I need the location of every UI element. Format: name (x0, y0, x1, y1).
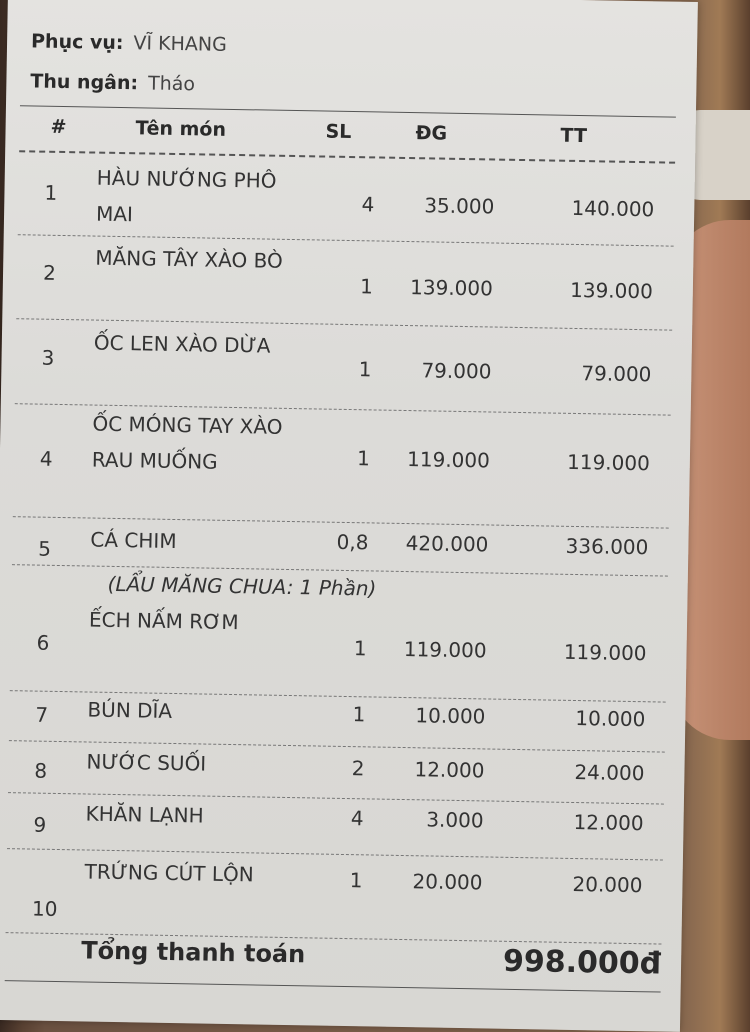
item-number: 8 (34, 758, 48, 783)
item-total: 12.000 (573, 809, 644, 836)
total-value: 998.000đ (502, 943, 662, 982)
table-row (4, 158, 695, 246)
table-header (5, 115, 695, 157)
item-total: 24.000 (574, 760, 645, 786)
item-number: 5 (38, 536, 52, 561)
item-name: ẾCH NẤM RƠM (88, 607, 239, 635)
item-number: 9 (33, 812, 47, 837)
item-number: 3 (41, 345, 55, 370)
item-qty: 1 (352, 702, 366, 727)
item-total: 140.000 (571, 195, 655, 222)
item-total: 119.000 (566, 449, 651, 476)
item-qty: 1 (349, 868, 363, 893)
table-row (0, 600, 687, 702)
server-name: VĨ KHANG (133, 32, 227, 56)
item-name: BÚN DĨA (87, 697, 173, 723)
item-price: 3.000 (426, 807, 484, 833)
item-number: 10 (31, 896, 58, 922)
item-qty: 4 (350, 806, 364, 831)
item-price: 420.000 (405, 531, 489, 557)
item-price: 139.000 (409, 275, 494, 301)
server-label: Phục vụ: (30, 30, 124, 55)
item-note: (LẨU MĂNG CHUA: 1 Phần) (107, 571, 377, 601)
col-price: ĐG (415, 122, 448, 145)
item-name: ỐC LEN XÀO DỪA (93, 330, 271, 358)
item-total: 10.000 (575, 706, 646, 732)
cashier-line (30, 70, 195, 95)
item-price: 119.000 (403, 637, 487, 663)
table-row (0, 520, 689, 576)
divider (5, 980, 661, 992)
item-qty: 1 (358, 357, 372, 382)
item-name: TRỨNG CÚT LỘN (84, 859, 254, 887)
col-qty: SL (325, 120, 352, 144)
item-name: ỐC MÓNG TAY XÀO RAU MUỐNG (91, 411, 283, 474)
item-number: 1 (44, 180, 58, 205)
item-total: 20.000 (572, 871, 643, 898)
item-name: NƯỚC SUỐI (86, 749, 207, 776)
item-total: 119.000 (563, 639, 647, 666)
total-label: Tổng thanh toán (81, 936, 306, 969)
item-total: 336.000 (565, 533, 649, 560)
item-qty: 1 (353, 636, 367, 661)
col-name: Tên món (135, 117, 227, 141)
item-price: 35.000 (424, 193, 495, 219)
cashier-name: Tháo (147, 72, 196, 96)
table-row (2, 238, 693, 330)
table-row (1, 323, 692, 415)
item-number: 6 (36, 630, 50, 655)
table-row (0, 404, 691, 528)
item-qty: 1 (356, 446, 371, 471)
item-qty: 0,8 (336, 529, 369, 555)
cashier-label: Thu ngân: (30, 70, 139, 95)
item-price: 119.000 (406, 447, 491, 473)
item-name: MĂNG TÂY XÀO BÒ (95, 245, 283, 273)
item-number: 4 (39, 446, 53, 471)
item-total: 79.000 (581, 361, 652, 387)
col-no: # (50, 115, 67, 139)
item-number: 2 (42, 260, 57, 285)
item-price: 12.000 (414, 757, 485, 783)
table-row (0, 852, 683, 944)
item-qty: 1 (359, 274, 374, 299)
item-name: HÀU NƯỚNG PHÔ MAI (95, 165, 277, 227)
item-price: 10.000 (415, 703, 486, 729)
item-price: 79.000 (421, 358, 492, 384)
server-line (31, 30, 227, 55)
item-total: 139.000 (569, 277, 654, 304)
item-name: KHĂN LẠNH (85, 801, 204, 828)
item-price: 20.000 (412, 869, 483, 895)
item-name: CÁ CHIM (90, 527, 177, 554)
col-total: TT (560, 124, 588, 148)
item-qty: 4 (361, 192, 375, 217)
divider (20, 105, 676, 117)
item-qty: 2 (351, 756, 365, 781)
item-number: 7 (35, 702, 49, 727)
